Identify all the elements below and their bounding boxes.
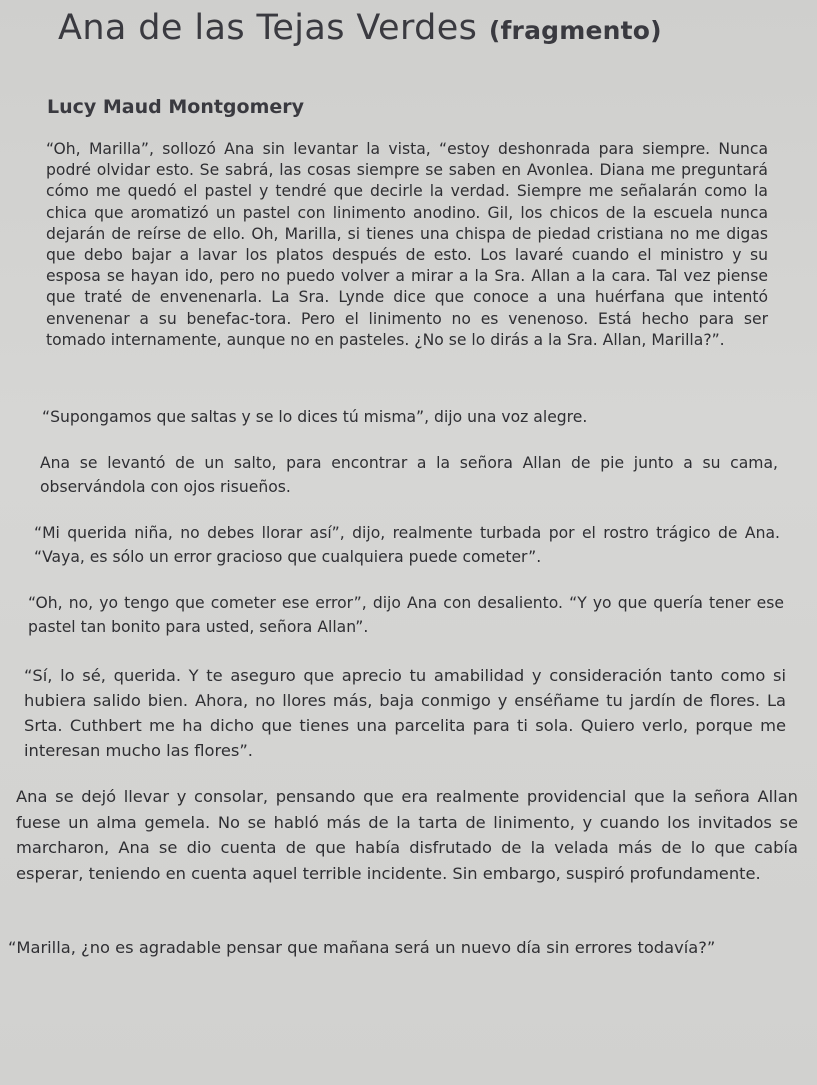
paragraph: “Oh, Marilla”, sollozó Ana sin levantar la vista, “estoy deshonrada para siempre. Nunca podré olvidar esto. Se sabrá, las cosas siempre se saben en Avonlea. Diana me preguntará cómo me quedó el pastel y tendré que decirle la verdad. Siempre me señalarán como la chica que aromatizó un pastel con linimento anodino. Gil, los chicos de la escuela nunca dejarán de reírse de ello. Oh, Marilla, si tienes una chispa de piedad cristiana no me digas que debo bajar a lavar los platos después de esto. Los lavaré cuando el ministro y su esposa se hayan ido, pero no puedo volver a mirar a la Sra. Allan a la cara. Tal vez piense que traté de envenenarla. La Sra. Lynde dice que conoce a una huérfana que intentó envenenar a su benefac-tora. Pero el linimento no es venenoso. Está hecho para ser tomado internamente, aunque no en pasteles. ¿No se lo dirás a la Sra. Allan, Marilla?”. <box>46 140 768 349</box>
document-title <box>58 8 662 48</box>
paragraph: “Supongamos que saltas y se lo dices tú misma”, dijo una voz alegre. <box>42 408 588 426</box>
paragraph: “Marilla, ¿no es agradable pensar que mañana será un nuevo día sin errores todavía?” <box>8 938 716 957</box>
paragraph: “Mi querida niña, no debes llorar así”, dijo, realmente turbada por el rostro trágico de Ana. “Vaya, es sólo un error gracioso que cualquiera puede cometer”. <box>34 524 780 566</box>
title-suffix: (fragmento) <box>488 16 662 45</box>
paragraph: “Oh, no, yo tengo que cometer ese error”, dijo Ana con desaliento. “Y yo que quería tener ese pastel tan bonito para usted, señora Allan”. <box>28 594 784 636</box>
paragraph: “Sí, lo sé, querida. Y te aseguro que aprecio tu amabilidad y consideración tanto como si hubiera salido bien. Ahora, no llores más, baja conmigo y enséñame tu jardín de flores. La Srta. Cuthbert me ha dicho que tienes una parcelita para ti sola. Quiero verlo, porque me interesan mucho las flores”. <box>24 666 786 760</box>
paragraph: Ana se levantó de un salto, para encontrar a la señora Allan de pie junto a su cama, observándola con ojos risueños. <box>40 454 778 496</box>
author-name: Lucy Maud Montgomery <box>47 96 305 118</box>
paragraph: Ana se dejó llevar y consolar, pensando que era realmente providencial que la señora Allan fuese un alma gemela. No se habló más de la tarta de linimento, y cuando los invitados se marcharon, Ana se dio cuenta de que había disfrutado de la velada más de lo que cabía esperar, teniendo en cuenta aquel terrible incidente. Sin embargo, suspiró profundamente. <box>16 787 798 883</box>
title-text: Ana de las Tejas Verdes <box>58 8 478 48</box>
